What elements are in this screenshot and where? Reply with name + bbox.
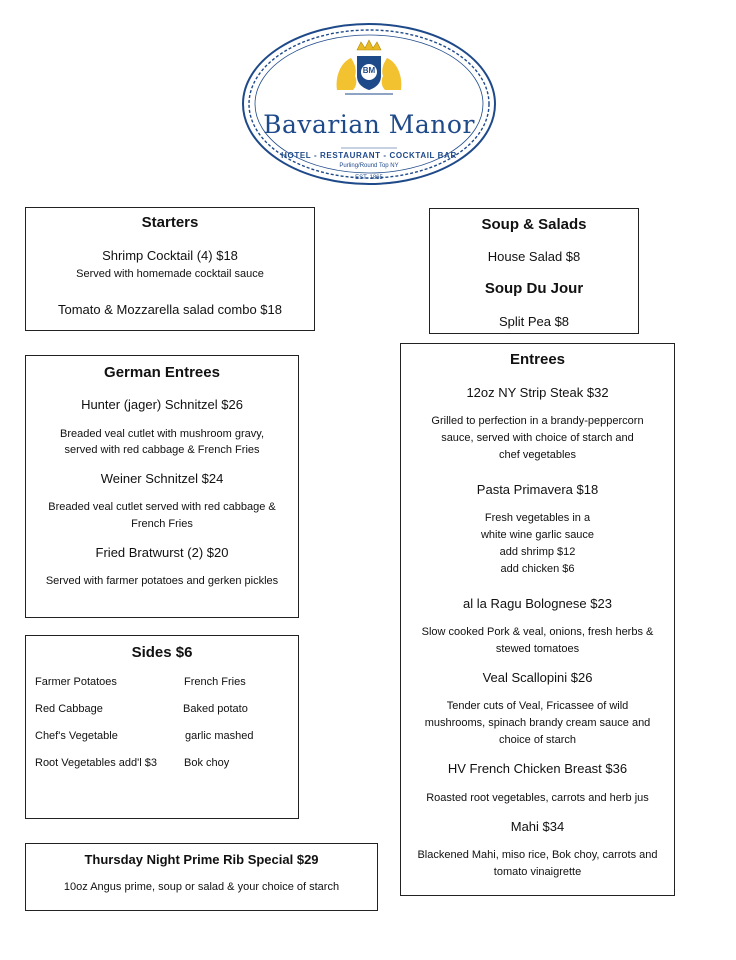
german-entrees-section	[25, 355, 299, 618]
logo-location: Purling/Round Top NY	[339, 163, 399, 169]
item-description: add chicken $6	[500, 563, 575, 575]
item-description: white wine garlic sauce	[480, 529, 595, 541]
item-description: chef vegetables	[498, 449, 577, 461]
item-description: served with red cabbage & French Fries	[64, 444, 260, 456]
sides-section	[25, 635, 299, 819]
menu-item: Shrimp Cocktail (4) $18	[102, 248, 238, 263]
item-description: stewed tomatoes	[495, 643, 580, 655]
item-description: Blackened Mahi, miso rice, Bok choy, carrots and	[417, 849, 658, 861]
starters-section	[25, 207, 315, 331]
side-item: Baked potato	[183, 703, 248, 715]
item-description: Fresh vegetables in a	[484, 512, 591, 524]
item-description: add shrimp $12	[499, 546, 576, 558]
logo-subtitle: HOTEL - RESTAURANT - COCKTAIL BAR	[281, 151, 457, 160]
menu-item: Fried Bratwurst (2) $20	[95, 545, 229, 560]
soup-du-jour-title: Soup Du Jour	[484, 280, 584, 297]
menu-item: Mahi $34	[510, 819, 565, 834]
item-description: choice of starch	[498, 734, 577, 746]
menu-item: al la Ragu Bolognese $23	[463, 596, 612, 611]
soup-salads-section	[429, 208, 639, 334]
logo-name: Bavarian Manor	[263, 110, 475, 139]
menu-item: Tomato & Mozzarella salad combo $18	[57, 302, 282, 317]
side-item: Chef's Vegetable	[35, 730, 118, 742]
sides-title: Sides $6	[131, 644, 193, 661]
menu-item: Pasta Primavera $18	[476, 482, 599, 497]
item-description: sauce, served with choice of starch and	[441, 432, 634, 444]
side-item: garlic mashed	[185, 730, 254, 742]
entrees-section	[400, 343, 675, 896]
menu-item: Hunter (jager) Schnitzel $26	[81, 397, 243, 412]
menu-item: House Salad $8	[487, 249, 581, 264]
item-description: Breaded veal cutlet served with red cabbage &	[48, 501, 276, 513]
restaurant-logo	[241, 22, 497, 186]
side-item: Bok choy	[184, 757, 230, 769]
menu-item: Split Pea $8	[498, 314, 570, 329]
item-description: French Fries	[131, 518, 193, 530]
logo-emblem	[241, 22, 497, 186]
german-entrees-title: German Entrees	[104, 364, 220, 381]
item-description: Served with farmer potatoes and gerken pickles	[45, 575, 279, 587]
side-item: Red Cabbage	[35, 703, 103, 715]
soup-salads-title: Soup & Salads	[481, 216, 587, 233]
menu-item: Weiner Schnitzel $24	[100, 471, 224, 486]
entrees-title: Entrees	[509, 351, 566, 368]
item-description: Served with homemade cocktail sauce	[76, 268, 264, 280]
item-description: mushrooms, spinach brandy cream sauce and	[424, 717, 651, 729]
special-description: 10oz Angus prime, soup or salad & your choice of starch	[63, 881, 340, 893]
side-item: French Fries	[184, 676, 246, 688]
menu-item: Veal Scallopini $26	[482, 670, 593, 685]
item-description: Roasted root vegetables, carrots and herb jus	[426, 792, 649, 804]
special-section	[25, 843, 378, 911]
side-item: Root Vegetables add'l $3	[35, 757, 157, 769]
menu-item: HV French Chicken Breast $36	[447, 761, 628, 776]
item-description: tomato vinaigrette	[493, 866, 582, 878]
starters-title: Starters	[141, 214, 199, 231]
special-title: Thursday Night Prime Rib Special $29	[84, 852, 319, 867]
item-description: Grilled to perfection in a brandy-peppercorn	[431, 415, 644, 427]
item-description: Breaded veal cutlet with mushroom gravy,	[60, 428, 264, 440]
item-description: Tender cuts of Veal, Fricassee of wild	[446, 700, 629, 712]
logo-monogram: BM	[362, 66, 376, 75]
logo-established: EST. 1865	[355, 175, 383, 181]
menu-item: 12oz NY Strip Steak $32	[466, 385, 609, 400]
item-description: Slow cooked Pork & veal, onions, fresh herbs &	[421, 626, 654, 638]
side-item: Farmer Potatoes	[35, 676, 117, 688]
